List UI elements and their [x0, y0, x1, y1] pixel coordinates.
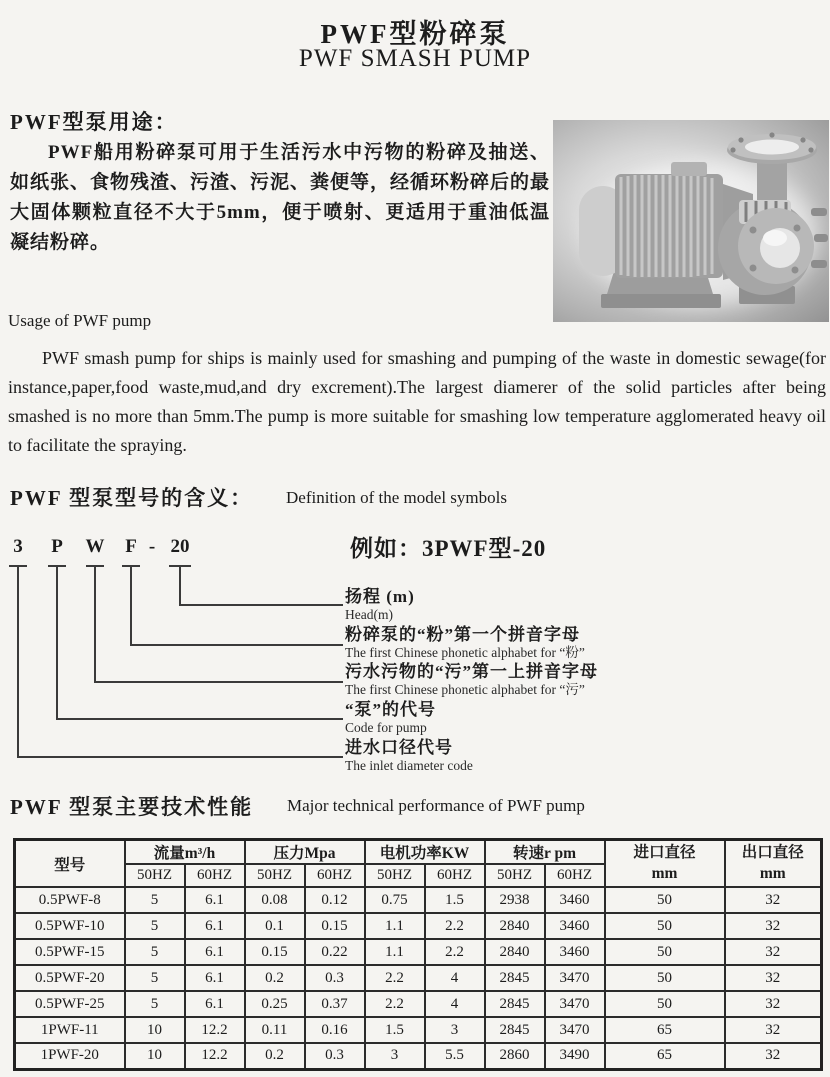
value-cell: 6.1	[185, 939, 245, 965]
value-cell: 0.22	[305, 939, 365, 965]
col-outlet-label: 出口直径	[741, 843, 804, 861]
value-cell: 2938	[485, 887, 545, 913]
table-row	[15, 1043, 822, 1069]
symbol-pump-code: P	[51, 536, 63, 557]
value-cell: 1.1	[365, 939, 425, 965]
col-power-header: 电机功率KW	[365, 840, 485, 865]
symbol-inlet-code: 3	[13, 536, 23, 557]
value-cell: 50	[605, 965, 725, 991]
usage-paragraph-zh: PWF船用粉碎泵可用于生活污水中污物的粉碎及抽送、如纸张、食物残渣、污渣、污泥、粪便等，经循环粉碎后的最大固体颗粒直径不大于5mm，便于喷射、更适用于重油低温凝结粉碎。	[10, 142, 551, 253]
value-cell: 12.2	[185, 1017, 245, 1043]
value-cell: 10	[125, 1017, 185, 1043]
label-head-zh: 扬程 (m)	[345, 587, 415, 606]
value-cell: 32	[725, 1017, 822, 1043]
value-cell: 4	[425, 965, 485, 991]
label-inlet-code	[345, 737, 473, 774]
value-cell: 0.25	[245, 991, 305, 1017]
speed-60hz-header: 60HZ	[545, 864, 605, 887]
model-heading-zh: PWF 型泵型号的含义：	[10, 486, 254, 510]
table-row	[15, 991, 822, 1017]
model-cell: 0.5PWF-15	[15, 939, 125, 965]
value-cell: 0.12	[305, 887, 365, 913]
value-cell: 3490	[545, 1043, 605, 1069]
value-cell: 3460	[545, 913, 605, 939]
value-cell: 5	[125, 991, 185, 1017]
value-cell: 0.11	[245, 1017, 305, 1043]
performance-heading-zh: PWF 型泵主要技术性能	[10, 795, 254, 819]
value-cell: 5	[125, 913, 185, 939]
symbol-hyphen: -	[148, 536, 156, 557]
value-cell: 50	[605, 887, 725, 913]
value-cell: 2840	[485, 939, 545, 965]
value-cell: 2845	[485, 1017, 545, 1043]
value-cell: 5.5	[425, 1043, 485, 1069]
usage-heading-zh: PWF型泵用途：	[10, 110, 178, 134]
value-cell: 3	[425, 1017, 485, 1043]
value-cell: 0.2	[245, 1043, 305, 1069]
symbol-fen-letter: F	[125, 536, 137, 557]
performance-heading-en: Major technical performance of PWF pump	[287, 796, 585, 815]
label-inlet-code-zh: 进水口径代号	[345, 738, 453, 757]
model-cell: 1PWF-11	[15, 1017, 125, 1043]
value-cell: 2.2	[425, 913, 485, 939]
model-cell: 0.5PWF-8	[15, 887, 125, 913]
table-row	[15, 965, 822, 991]
table-row	[15, 913, 822, 939]
value-cell: 32	[725, 991, 822, 1017]
value-cell: 0.75	[365, 887, 425, 913]
value-cell: 6.1	[185, 965, 245, 991]
model-heading-en: Definition of the model symbols	[286, 488, 507, 507]
cover-highlight	[763, 230, 787, 246]
power-50hz-header: 50HZ	[365, 864, 425, 887]
value-cell: 0.08	[245, 887, 305, 913]
power-60hz-header: 60HZ	[425, 864, 485, 887]
performance-table	[13, 838, 823, 1071]
usage-heading-en: Usage of PWF pump	[8, 311, 152, 330]
value-cell: 5	[125, 887, 185, 913]
table-row	[15, 1017, 822, 1043]
value-cell: 6.1	[185, 887, 245, 913]
col-pressure-header: 压力Mpa	[245, 840, 365, 865]
pump-illustration	[553, 120, 829, 322]
value-cell: 2860	[485, 1043, 545, 1069]
label-fen-en: The first Chinese phonetic alphabet for “粉”	[345, 645, 585, 660]
value-cell: 3470	[545, 991, 605, 1017]
label-head	[345, 586, 415, 623]
flow-50hz-header: 50HZ	[125, 864, 185, 887]
col-inlet-header	[605, 840, 725, 888]
label-wu-en: The first Chinese phonetic alphabet for “污”	[345, 682, 585, 697]
value-cell: 3460	[545, 887, 605, 913]
value-cell: 12.2	[185, 1043, 245, 1069]
value-cell: 0.1	[245, 913, 305, 939]
value-cell: 10	[125, 1043, 185, 1069]
label-wu	[345, 661, 598, 698]
value-cell: 2.2	[365, 991, 425, 1017]
value-cell: 32	[725, 913, 822, 939]
value-cell: 0.15	[245, 939, 305, 965]
value-cell: 65	[605, 1017, 725, 1043]
label-wu-zh: 污水污物的“污”第一上拼音字母	[345, 662, 598, 681]
motor-foot-plate	[601, 294, 721, 308]
value-cell: 2845	[485, 965, 545, 991]
value-cell: 0.16	[305, 1017, 365, 1043]
symbol-wu-letter: W	[85, 536, 105, 557]
value-cell: 2.2	[425, 939, 485, 965]
value-cell: 32	[725, 887, 822, 913]
symbol-head-value: 20	[170, 536, 190, 557]
value-cell: 50	[605, 913, 725, 939]
col-outlet-unit: mm	[759, 864, 786, 882]
value-cell: 4	[425, 991, 485, 1017]
col-inlet-unit: mm	[651, 864, 678, 882]
label-fen-zh: 粉碎泵的“粉”第一个拼音字母	[345, 625, 580, 644]
label-inlet-code-en: The inlet diameter code	[345, 758, 473, 773]
label-fen	[345, 624, 585, 661]
model-cell: 0.5PWF-10	[15, 913, 125, 939]
table-row	[15, 939, 822, 965]
value-cell: 6.1	[185, 991, 245, 1017]
model-cell: 0.5PWF-20	[15, 965, 125, 991]
page-title-zh: PWF型粉碎泵	[320, 19, 510, 49]
page-title-en: PWF SMASH PUMP	[298, 45, 532, 72]
col-inlet-label: 进口直径	[633, 843, 696, 861]
label-pump-code-zh: “泵”的代号	[345, 700, 436, 719]
label-pump-code	[345, 699, 436, 736]
header-row-groups	[15, 840, 822, 865]
col-flow-header: 流量m³/h	[125, 840, 245, 865]
model-cell: 1PWF-20	[15, 1043, 125, 1069]
motor-junction-box	[671, 162, 707, 176]
value-cell: 3470	[545, 965, 605, 991]
value-cell: 3	[365, 1043, 425, 1069]
flow-60hz-header: 60HZ	[185, 864, 245, 887]
value-cell: 1.5	[365, 1017, 425, 1043]
value-cell: 50	[605, 991, 725, 1017]
value-cell: 2.2	[365, 965, 425, 991]
col-model-header: 型号	[15, 840, 125, 888]
value-cell: 3470	[545, 1017, 605, 1043]
label-pump-code-en: Code for pump	[345, 720, 427, 735]
value-cell: 5	[125, 965, 185, 991]
value-cell: 2845	[485, 991, 545, 1017]
inlet-flange-face	[745, 140, 799, 155]
col-speed-header: 转速r pm	[485, 840, 605, 865]
table-row	[15, 887, 822, 913]
value-cell: 0.2	[245, 965, 305, 991]
value-cell: 32	[725, 965, 822, 991]
value-cell: 0.3	[305, 1043, 365, 1069]
value-cell: 0.15	[305, 913, 365, 939]
model-example: 例如：3PWF型-20	[350, 536, 547, 561]
value-cell: 1.5	[425, 887, 485, 913]
value-cell: 6.1	[185, 913, 245, 939]
label-head-en: Head(m)	[345, 607, 393, 622]
value-cell: 0.3	[305, 965, 365, 991]
speed-50hz-header: 50HZ	[485, 864, 545, 887]
press-50hz-header: 50HZ	[245, 864, 305, 887]
value-cell: 0.37	[305, 991, 365, 1017]
value-cell: 50	[605, 939, 725, 965]
usage-paragraph-en: PWF smash pump for ships is mainly used for smashing and pumping of the waste in domestic sewage(for instance,paper,food waste,mud,and dry excrement).The largest diamerer of the solid particles after being smashed is no more than 5mm.The pump is more suitable for smashing low temperature agglomerated heavy oil to facilitate the spraying.	[8, 348, 826, 455]
pump-photo	[553, 120, 829, 322]
value-cell: 2840	[485, 913, 545, 939]
perf-table-body	[15, 887, 822, 1069]
model-cell: 0.5PWF-25	[15, 991, 125, 1017]
value-cell: 32	[725, 1043, 822, 1069]
value-cell: 3460	[545, 939, 605, 965]
press-60hz-header: 60HZ	[305, 864, 365, 887]
value-cell: 5	[125, 939, 185, 965]
value-cell: 32	[725, 939, 822, 965]
value-cell: 65	[605, 1043, 725, 1069]
value-cell: 1.1	[365, 913, 425, 939]
col-outlet-header	[725, 840, 822, 888]
